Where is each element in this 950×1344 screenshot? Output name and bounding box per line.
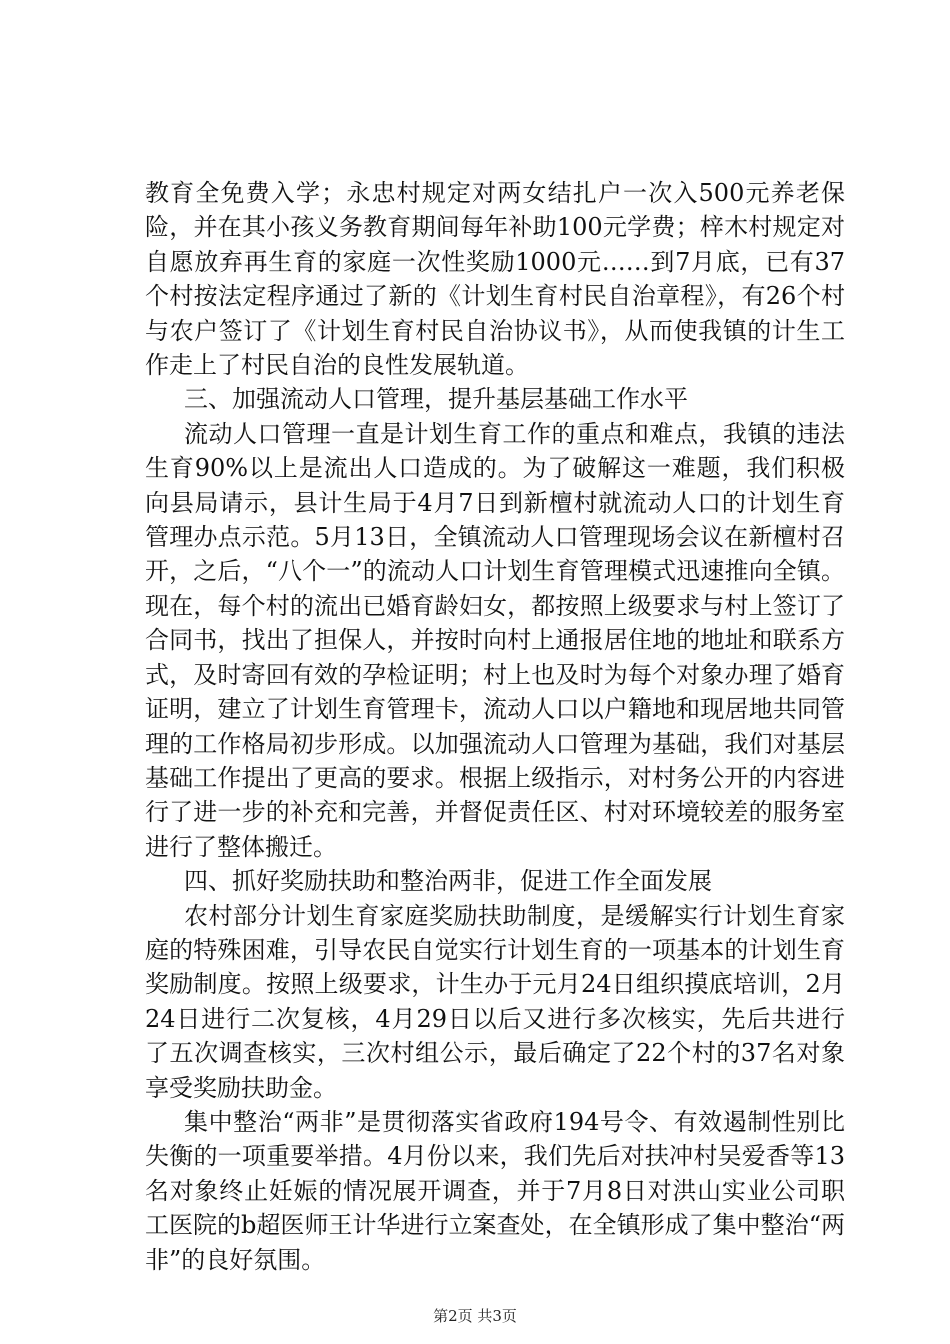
section-heading-three: 三、加强流动人口管理，提升基层基础工作水平 [184, 385, 688, 414]
paragraph-floating-population: 流动人口管理一直是计划生育工作的重点和难点，我镇的违法生育90%以上是流出人口造成的。为了破解这一难题，我们积极向县局请示，县计生局于4月7日到新檀村就流动人口的计划生育管理办点示范。5月13日，全镇流动人口管理现场会议在新檀村召开，之后，“八个一”的流动人口计划生育管理模式迅速推向全镇。现在，每个村的流出已婚育龄妇女，都按照上级要求与村上签订了合同书，找出了担保人，并按时向村上通报居住地的地址和联系方式，及时寄回有效的孕检证明；村上也及时为每个对象办理了婚育证明，建立了计划生育管理卡，流动人口以户籍地和现居地共同管理的工作格局初步形成。以加强流动人口管理为基础，我们对基层基础工作提出了更高的要求。根据上级指示，对村务公开的内容进行了进一步的补充和完善，并督促责任区、村对环境较差的服务室进行了整体搬迁。 [145, 419, 845, 861]
page-footer: 第2页 共3页 [433, 1307, 517, 1325]
paragraph-reward-assistance: 农村部分计划生育家庭奖励扶助制度，是缓解实行计划生育家庭的特殊困难，引导农民自觉实行计划生育的一项基本的计划生育奖励制度。按照上级要求，计生办于元月24日组织摸底培训，2月24日进行二次复核，4月29日以后又进行多次核实，先后共进行了五次调查核实，三次村组公示，最后确定了22个村的37名对象享受奖励扶助金。 [145, 901, 845, 1102]
document-body [145, 176, 845, 1277]
section-heading-four: 四、抓好奖励扶助和整治两非，促进工作全面发展 [184, 867, 712, 896]
paragraph-two-illegal-practices: 集中整治“两非”是贯彻落实省政府194号令、有效遏制性别比失衡的一项重要举措。4月份以来，我们先后对扶冲村吴爱香等13名对象终止妊娠的情况展开调查，并于7月8日对洪山实业公司职工医院的b超医师王计华进行立案查处，在全镇形成了集中整治“两非”的良好氛围。 [145, 1107, 845, 1274]
paragraph-continuation: 教育全免费入学；永忠村规定对两女结扎户一次入500元养老保险，并在其小孩义务教育期间每年补助100元学费；梓木村规定对自愿放弃再生育的家庭一次性奖励1000元……到7月底，已有37个村按法定程序通过了新的《计划生育村民自治章程》，有26个村与农户签订了《计划生育村民自治协议书》，从而使我镇的计生工作走上了村民自治的良性发展轨道。 [145, 179, 845, 380]
